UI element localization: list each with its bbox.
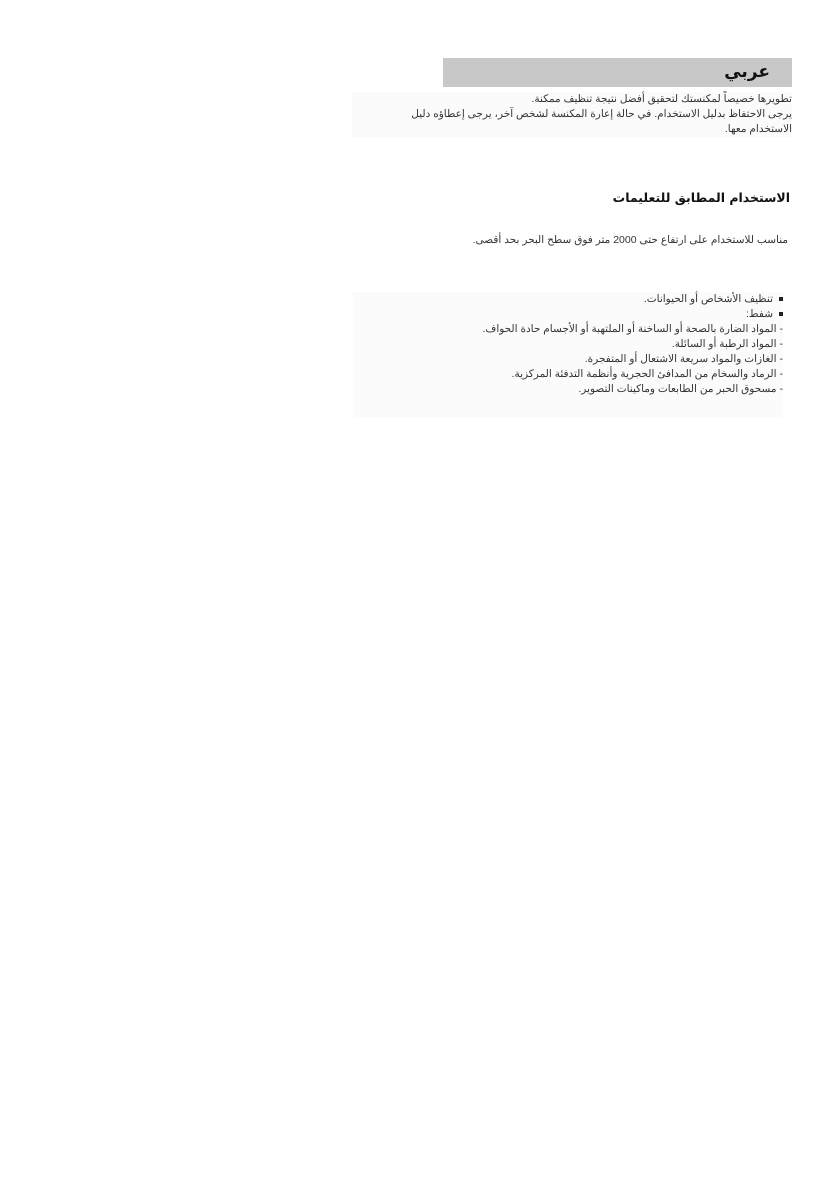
bullet-text: تنظيف الأشخاص أو الحيوانات. (643, 293, 773, 305)
list-item (353, 352, 783, 367)
bullet-square-icon (779, 297, 783, 301)
bullet-square-icon (779, 312, 783, 316)
list-item-text: المواد الرطبة أو السائلة. (671, 338, 777, 350)
prohibited-uses-list (353, 292, 783, 417)
list-item-text: الرماد والسخام من المدافئ الحجرية وأنظمة التدفئة المركزية. (511, 368, 777, 380)
list-item (353, 322, 783, 337)
intro-line: تطويرها خصيصاً لمكنستك لتحقيق أفضل نتيجة تنظيف ممكنة. (531, 93, 792, 105)
list-item (353, 382, 783, 397)
bullet-item (353, 292, 783, 307)
dash-marker: - (779, 383, 783, 395)
intro-paragraph (352, 92, 792, 137)
section-heading: الاستخدام المطابق للتعليمات (612, 190, 790, 205)
dash-marker: - (779, 368, 783, 380)
language-title: عربي (724, 62, 770, 82)
dash-marker: - (779, 323, 783, 335)
language-header-bar (443, 58, 792, 87)
dash-marker: - (779, 353, 783, 365)
dash-marker: - (779, 338, 783, 350)
bullet-item (353, 307, 783, 322)
list-item (353, 367, 783, 382)
altitude-note: مناسب للاستخدام على ارتفاع حتى 2000 متر فوق سطح البحر بحد أقصى. (472, 234, 788, 246)
intro-line: الاستخدام معها. (724, 123, 792, 135)
list-item (353, 337, 783, 352)
intro-line: يرجى الاحتفاظ بدليل الاستخدام. في حالة إعارة المكنسة لشخص آخر، يرجى إعطاؤه دليل (411, 108, 792, 120)
list-item-text: مسحوق الحبر من الطابعات وماكينات التصوير. (578, 383, 777, 395)
list-item-text: الغازات والمواد سريعة الاشتعال أو المتفجرة. (584, 353, 777, 365)
bullet-text: شفط: (746, 308, 773, 320)
list-item-text: المواد الضارة بالصحة أو الساخنة أو الملتهبة أو الأجسام حادة الحواف. (482, 323, 777, 335)
